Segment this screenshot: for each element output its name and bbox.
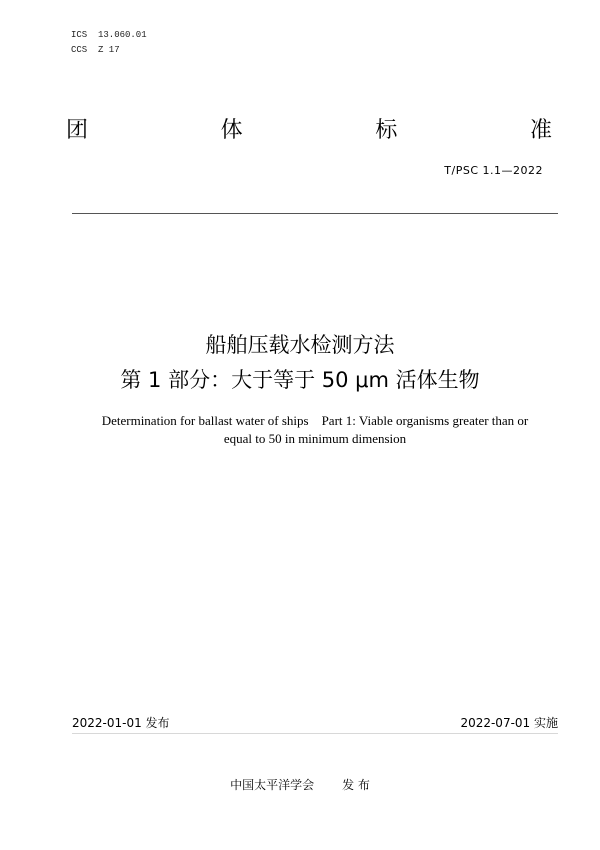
ics-code: ICS 13.060.01 [71, 30, 147, 40]
footer-divider [72, 733, 558, 734]
heading-char-4: 准 [529, 118, 552, 143]
publisher-line [0, 776, 600, 793]
publisher-name: 中国太平洋学会 [230, 778, 315, 792]
title-en [70, 412, 560, 448]
title-cn-line1: 船舶压载水检测方法 [205, 333, 395, 357]
publish-date: 2022-01-01 发布 [72, 716, 170, 730]
standard-type-heading [66, 117, 552, 145]
heading-char-2: 体 [220, 118, 243, 143]
standard-number: T/PSC 1.1—2022 [444, 164, 543, 177]
publish-action: 发 布 [342, 778, 370, 792]
heading-char-1: 团 [66, 118, 89, 143]
ccs-code: CCS Z 17 [71, 45, 120, 55]
heading-char-3: 标 [375, 118, 398, 143]
classification-codes [71, 28, 147, 58]
title-cn-line2: 第 1 部分：大于等于 50 μm 活体生物 [120, 368, 480, 392]
title-en-line2: equal to 50 in minimum dimension [223, 431, 407, 446]
implement-date: 2022-07-01 实施 [460, 716, 558, 730]
title-en-line1: Determination for ballast water of ships Part 1: Viable organisms greater than or [101, 413, 529, 428]
header-divider [72, 213, 558, 214]
